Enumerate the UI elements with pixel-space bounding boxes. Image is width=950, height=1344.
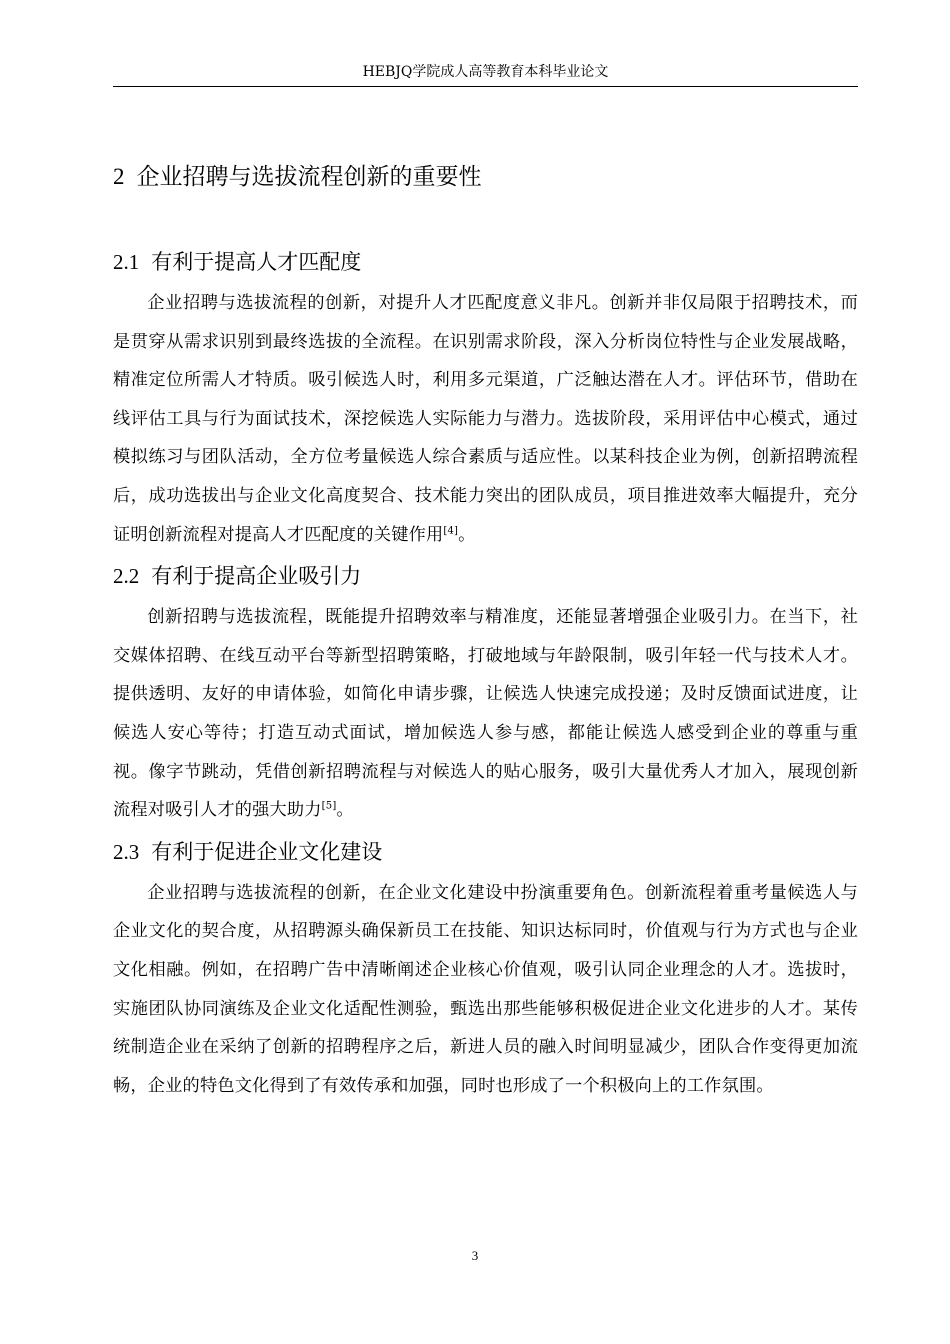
section-heading-2-2 — [113, 560, 858, 592]
section-heading-2-1 — [113, 246, 858, 278]
chapter-heading — [113, 160, 858, 194]
section-number: 2.1 — [113, 250, 140, 274]
section-number: 2.3 — [113, 839, 140, 864]
section-paragraph-2-2 — [113, 598, 858, 830]
paragraph-end: 。 — [458, 524, 476, 545]
section-paragraph-2-3 — [113, 874, 858, 1106]
chapter-number: 2 — [113, 164, 125, 189]
paragraph-end: 。 — [336, 800, 354, 821]
page-header: HEBJQ学院成人高等教育本科毕业论文 — [362, 64, 609, 80]
citation: [4] — [443, 524, 459, 536]
paragraph-text: 企业招聘与选拔流程的创新，在企业文化建设中扮演重要角色。创新流程着重考量候选人与企业文化的契合度，从招聘源头确保新员工在技能、知识达标同时，价值观与行为方式也与企业文化相融。例如，在招聘广告中清晰阐述企业核心价值观，吸引认同企业理念的人才。选拔时，实施团队协同演练及企业文化适配性测验，甄选出那些能够积极促进企业文化进步的人才。某传统制造企业在采纳了创新的招聘程序之后，新进人员的融入时间明显减少，团队合作变得更加流畅，企业的特色文化得到了有效传承和加强，同时也形成了一个积极向上的工作氛围。 — [113, 882, 858, 1096]
paragraph-text: 创新招聘与选拔流程，既能提升招聘效率与精准度，还能显著增强企业吸引力。在当下，社交媒体招聘、在线互动平台等新型招聘策略，打破地域与年龄限制，吸引年轻一代与技术人才。提供透明、友好的申请体验，如简化申请步骤，让候选人快速完成投递；及时反馈面试进度，让候选人安心等待；打造互动式面试，增加候选人参与感，都能让候选人感受到企业的尊重与重视。像字节跳动，凭借创新招聘流程与对候选人的贴心服务，吸引大量优秀人才加入，展现创新流程对吸引人才的强大助力 — [113, 607, 858, 821]
section-number: 2.2 — [113, 564, 140, 589]
citation: [5] — [321, 800, 337, 812]
section-title: 有利于促进企业文化建设 — [151, 839, 383, 864]
chapter-title: 企业招聘与选拔流程创新的重要性 — [136, 164, 482, 190]
section-paragraph-2-1 — [113, 284, 858, 554]
section-heading-2-3 — [113, 836, 858, 868]
page-number: 3 — [471, 1248, 479, 1263]
header-rule — [113, 86, 858, 87]
page-content — [113, 160, 858, 1111]
paragraph-text: 企业招聘与选拔流程的创新，对提升人才匹配度意义非凡。创新并非仅局限于招聘技术，而是贯穿从需求识别到最终选拔的全流程。在识别需求阶段，深入分析岗位特性与企业发展战略，精准定位所需人才特质。吸引候选人时，利用多元渠道，广泛触达潜在人才。评估环节，借助在线评估工具与行为面试技术，深挖候选人实际能力与潜力。选拔阶段，采用评估中心模式，通过模拟练习与团队活动，全方位考量候选人综合素质与适应性。以某科技企业为例，创新招聘流程后，成功选拔出与企业文化高度契合、技术能力突出的团队成员，项目推进效率大幅提升，充分证明创新流程对提高人才匹配度的关键作用 — [113, 293, 858, 545]
section-title: 有利于提高人才匹配度 — [151, 250, 362, 274]
section-title: 有利于提高企业吸引力 — [151, 564, 362, 589]
